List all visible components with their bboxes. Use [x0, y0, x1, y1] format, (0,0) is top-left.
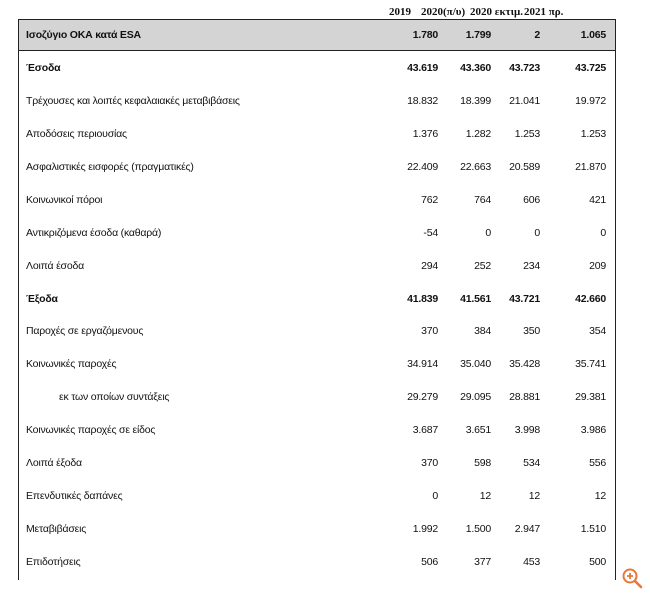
- cell-2019: 43.619: [407, 61, 438, 74]
- cell-2020-provisional: 0: [485, 226, 491, 239]
- row-label: Αποδόσεις περιουσίας: [26, 127, 127, 140]
- oka-balance-table: [18, 19, 616, 580]
- cell-2020-estimate: 2: [534, 29, 540, 41]
- cell-2019: 34.914: [407, 357, 438, 370]
- row-label: Έξοδα: [26, 292, 58, 305]
- cell-2019: 22.409: [407, 160, 438, 173]
- cell-2019: 0: [432, 489, 438, 502]
- cell-2021-forecast: 500: [589, 555, 606, 568]
- cell-2019: 294: [421, 259, 438, 272]
- cell-2020-estimate: 606: [523, 193, 540, 206]
- cell-2019: 3.687: [412, 423, 438, 436]
- row-label: Τρέχουσες και λοιπές κεφαλαιακές μεταβιβάσεις: [26, 94, 240, 107]
- cell-2021-forecast: 556: [589, 456, 606, 469]
- cell-2021-forecast: 29.381: [575, 390, 606, 403]
- cell-2020-provisional: 22.663: [460, 160, 491, 173]
- table-row: [19, 249, 615, 282]
- cell-2020-provisional: 43.360: [460, 61, 491, 74]
- cell-2020-provisional: 35.040: [460, 357, 491, 370]
- row-label: Μεταβιβάσεις: [26, 522, 87, 535]
- cell-2021-forecast: 43.725: [575, 61, 606, 74]
- cell-2020-estimate: 43.721: [509, 292, 540, 305]
- cell-2021-forecast: 3.986: [580, 423, 606, 436]
- cell-2020-provisional: 12: [479, 489, 491, 502]
- cell-2020-estimate: 35.428: [509, 357, 540, 370]
- cell-2021-forecast: 421: [589, 193, 606, 206]
- table-row: [19, 479, 615, 512]
- cell-2021-forecast: 21.870: [575, 160, 606, 173]
- cell-2020-estimate: 2.947: [514, 522, 540, 535]
- row-label: Κοινωνικοί πόροι: [26, 193, 103, 206]
- cell-2020-provisional: 384: [474, 324, 491, 337]
- table-row: [19, 84, 615, 117]
- table-row-balance: [19, 20, 615, 51]
- cell-2021-forecast: 1.065: [580, 29, 606, 41]
- cell-2019: -54: [423, 226, 438, 239]
- cell-2020-estimate: 20.589: [509, 160, 540, 173]
- table-row: [19, 413, 615, 446]
- row-label: Λοιπά έσοδα: [26, 259, 84, 272]
- cell-2020-estimate: 43.723: [509, 61, 540, 74]
- cell-2020-estimate: 453: [523, 555, 540, 568]
- cell-2020-provisional: 1.799: [465, 29, 491, 41]
- cell-2020-provisional: 252: [474, 259, 491, 272]
- cell-2019: 29.279: [407, 390, 438, 403]
- cell-2020-estimate: 3.998: [514, 423, 540, 436]
- table-row: [19, 183, 615, 216]
- cell-2020-estimate: 534: [523, 456, 540, 469]
- table-row: [19, 545, 615, 578]
- table-row: [19, 446, 615, 479]
- table-row-revenue: [19, 51, 615, 84]
- column-header-2021-forecast: 2021 πρ.: [524, 6, 564, 18]
- row-label: Επιδοτήσεις: [26, 555, 81, 568]
- cell-2020-provisional: 3.651: [465, 423, 491, 436]
- cell-2019: 370: [421, 456, 438, 469]
- table-row: [19, 512, 615, 545]
- table-row: [19, 314, 615, 347]
- table-row: [19, 150, 615, 183]
- table-row: [19, 216, 615, 249]
- row-label: Κοινωνικές παροχές σε είδος: [26, 423, 156, 436]
- cell-2019: 1.780: [412, 29, 438, 41]
- cell-2020-estimate: 1.253: [514, 127, 540, 140]
- cell-2021-forecast: 1.253: [580, 127, 606, 140]
- cell-2020-estimate: 21.041: [509, 94, 540, 107]
- table-row: [19, 380, 615, 413]
- cell-2019: 370: [421, 324, 438, 337]
- table-row: [19, 117, 615, 150]
- cell-2020-estimate: 28.881: [509, 390, 540, 403]
- column-header-2020-provisional: 2020(π/υ): [421, 6, 466, 18]
- cell-2021-forecast: 12: [594, 489, 606, 502]
- cell-2021-forecast: 209: [589, 259, 606, 272]
- cell-2019: 41.839: [407, 292, 438, 305]
- row-label: Λοιπά έξοδα: [26, 456, 82, 469]
- row-label: Ασφαλιστικές εισφορές (πραγματικές): [26, 160, 194, 173]
- cell-2021-forecast: 42.660: [575, 292, 606, 305]
- row-label: Έσοδα: [26, 61, 61, 74]
- cell-2021-forecast: 1.510: [580, 522, 606, 535]
- cell-2020-provisional: 41.561: [460, 292, 491, 305]
- cell-2019: 1.376: [412, 127, 438, 140]
- column-header-2020-estimate: 2020 εκτιμ.: [470, 6, 524, 18]
- cell-2019: 762: [421, 193, 438, 206]
- cell-2019: 18.832: [407, 94, 438, 107]
- cell-2020-provisional: 1.500: [465, 522, 491, 535]
- cell-2020-estimate: 234: [523, 259, 540, 272]
- cell-2020-provisional: 18.399: [460, 94, 491, 107]
- cell-2020-provisional: 598: [474, 456, 491, 469]
- cell-2021-forecast: 19.972: [575, 94, 606, 107]
- row-label: Κοινωνικές παροχές: [26, 357, 117, 370]
- zoom-in-icon[interactable]: [620, 566, 644, 590]
- cell-2019: 1.992: [412, 522, 438, 535]
- row-label: εκ των οποίων συντάξεις: [59, 390, 170, 403]
- cell-2021-forecast: 0: [600, 226, 606, 239]
- cell-2021-forecast: 354: [589, 324, 606, 337]
- row-label: Επενδυτικές δαπάνες: [26, 489, 123, 502]
- cell-2020-estimate: 12: [528, 489, 540, 502]
- table-row: [19, 347, 615, 380]
- table-row-expenses: [19, 282, 615, 315]
- cell-2020-provisional: 764: [474, 193, 491, 206]
- cell-2021-forecast: 35.741: [575, 357, 606, 370]
- cell-2019: 506: [421, 555, 438, 568]
- cell-2020-estimate: 350: [523, 324, 540, 337]
- cell-2020-provisional: 29.095: [460, 390, 491, 403]
- row-label: Ισοζύγιο ΟΚΑ κατά ESA: [26, 29, 141, 41]
- column-header-2019: 2019: [389, 6, 411, 18]
- row-label: Παροχές σε εργαζόμενους: [26, 324, 144, 337]
- cell-2020-estimate: 0: [534, 226, 540, 239]
- cell-2020-provisional: 1.282: [465, 127, 491, 140]
- cell-2020-provisional: 377: [474, 555, 491, 568]
- row-label: Αντικριζόμενα έσοδα (καθαρά): [26, 226, 162, 239]
